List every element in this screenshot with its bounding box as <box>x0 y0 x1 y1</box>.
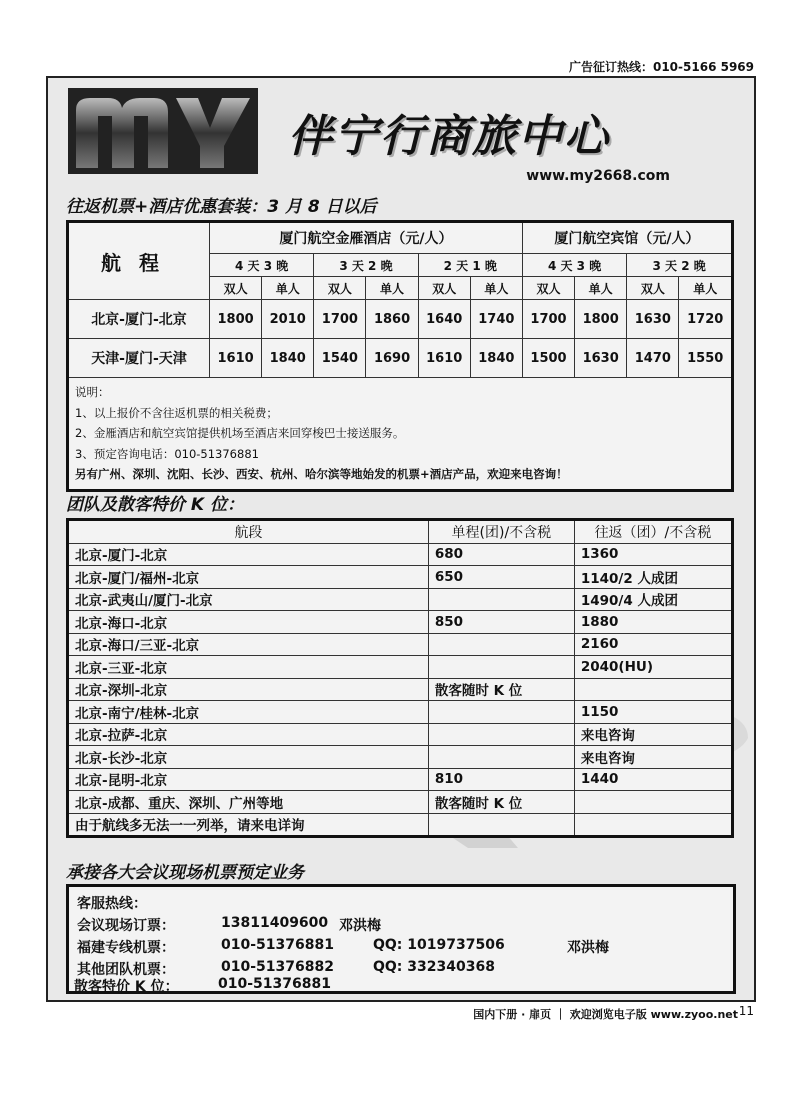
roundtrip-cell <box>574 791 732 814</box>
duration-header: 3 天 2 晚 <box>314 254 418 277</box>
contact-row <box>77 915 717 935</box>
hotel-header-hangkong: 厦门航空宾馆（元/人） <box>522 222 732 254</box>
price-cell: 1610 <box>210 339 262 378</box>
price-cell: 1550 <box>679 339 733 378</box>
website-url[interactable]: www.my2668.com <box>526 168 670 184</box>
occupancy-header: 双人 <box>522 277 574 300</box>
table-row <box>68 633 733 656</box>
occupancy-header: 双人 <box>314 277 366 300</box>
ad-hotline: 广告征订热线：010-5166 5969 <box>568 60 754 74</box>
route-cell: 由于航线多无法一一列举，请来电详询 <box>68 813 429 837</box>
route-cell: 北京-厦门/福州-北京 <box>68 566 429 589</box>
note-line: 说明： <box>75 385 110 399</box>
roundtrip-cell: 2040(HU) <box>574 656 732 679</box>
oneway-cell: 650 <box>428 566 574 589</box>
specials-title: 团队及散客特价 K 位： <box>66 495 245 515</box>
route-cell: 北京-昆明-北京 <box>68 768 429 791</box>
specials-table <box>66 518 734 838</box>
price-cell: 1700 <box>522 300 574 339</box>
table-row <box>68 611 733 634</box>
route-name: 天津-厦门-天津 <box>68 339 210 378</box>
roundtrip-cell <box>574 678 732 701</box>
oneway-cell <box>428 813 574 837</box>
occupancy-header: 单人 <box>262 277 314 300</box>
package-price-table <box>66 220 734 492</box>
contact-label: 其他团队机票： <box>77 962 175 978</box>
occupancy-header: 单人 <box>470 277 522 300</box>
roundtrip-cell: 2160 <box>574 633 732 656</box>
table-row <box>68 813 733 837</box>
route-cell: 北京-武夷山/厦门-北京 <box>68 588 429 611</box>
oneway-cell: 680 <box>428 543 574 566</box>
page-number: 11 <box>738 1004 754 1018</box>
table-row <box>68 543 733 566</box>
package-notes <box>68 378 733 491</box>
price-cell: 1500 <box>522 339 574 378</box>
price-cell: 1800 <box>575 300 627 339</box>
roundtrip-cell: 1880 <box>574 611 732 634</box>
price-cell: 1700 <box>314 300 366 339</box>
my-logo-icon <box>68 88 258 174</box>
oneway-cell: 散客随时 K 位 <box>428 791 574 814</box>
table-row <box>68 791 733 814</box>
contact-qq: QQ: 332340368 <box>373 959 495 975</box>
contact-label: 福建专线机票： <box>77 940 175 956</box>
duration-header: 3 天 2 晚 <box>627 254 733 277</box>
contact-phone[interactable]: 010-51376881 <box>221 937 334 953</box>
route-cell: 北京-成都、重庆、深圳、广州等地 <box>68 791 429 814</box>
footer-text: 国内下册 · 扉页 ｜ 欢迎浏览电子版 www.zyoo.net <box>473 1008 738 1021</box>
route-cell: 北京-深圳-北京 <box>68 678 429 701</box>
table-row <box>68 339 733 378</box>
oneway-cell <box>428 588 574 611</box>
price-cell: 1840 <box>470 339 522 378</box>
occupancy-header: 单人 <box>679 277 733 300</box>
table-row <box>68 678 733 701</box>
price-cell: 1720 <box>679 300 733 339</box>
price-cell: 1540 <box>314 339 366 378</box>
roundtrip-cell: 1150 <box>574 701 732 724</box>
table-row <box>68 566 733 589</box>
hotel-header-jinyan: 厦门航空金雁酒店（元/人） <box>210 222 523 254</box>
oneway-cell <box>428 656 574 679</box>
route-cell: 北京-长沙-北京 <box>68 746 429 769</box>
price-cell: 1610 <box>418 339 470 378</box>
note-line: 另有广州、深圳、沈阳、长沙、西安、杭州、哈尔滨等地始发的机票+酒店产品，欢迎来电咨询！ <box>75 467 568 481</box>
column-header: 往返（团）/不含税 <box>574 520 732 544</box>
occupancy-header: 单人 <box>575 277 627 300</box>
occupancy-header: 双人 <box>210 277 262 300</box>
price-cell: 1470 <box>627 339 679 378</box>
price-cell: 1640 <box>418 300 470 339</box>
contact-label: 会议现场订票： <box>77 918 175 934</box>
oneway-cell: 850 <box>428 611 574 634</box>
roundtrip-cell: 1490/4 人成团 <box>574 588 732 611</box>
roundtrip-cell: 来电咨询 <box>574 746 732 769</box>
note-line: 2、金雁酒店和航空宾馆提供机场至酒店来回穿梭巴士接送服务。 <box>75 426 405 440</box>
table-row <box>68 768 733 791</box>
price-cell: 1630 <box>575 339 627 378</box>
oneway-cell <box>428 701 574 724</box>
contact-phone[interactable]: 13811409600 <box>221 915 329 931</box>
contact-row <box>77 937 717 957</box>
route-header: 航程 <box>68 222 210 300</box>
contact-title: 承接各大会议现场机票预定业务 <box>66 863 304 883</box>
advert-frame <box>46 76 756 1002</box>
contact-person: 邓洪梅 <box>339 918 381 934</box>
route-cell: 北京-海口/三亚-北京 <box>68 633 429 656</box>
price-cell: 1690 <box>366 339 418 378</box>
duration-header: 4 天 3 晚 <box>522 254 626 277</box>
table-row <box>68 588 733 611</box>
price-cell: 1630 <box>627 300 679 339</box>
table-row <box>68 723 733 746</box>
note-line: 1、以上报价不含往返机票的相关税费； <box>75 405 278 420</box>
note-line: 3、预定咨询电话：010-51376881 <box>75 446 259 461</box>
contact-person: 邓洪梅 <box>567 940 609 956</box>
brand-name: 伴宁行商旅中心 <box>288 111 610 162</box>
table-row <box>68 746 733 769</box>
price-cell: 2010 <box>262 300 314 339</box>
table-row <box>68 701 733 724</box>
hotline-label: 客服热线： <box>77 896 147 912</box>
roundtrip-cell: 来电咨询 <box>574 723 732 746</box>
contact-label: 散客特价 K 位： <box>74 979 179 995</box>
contact-phone[interactable]: 010-51376881 <box>218 976 331 992</box>
price-cell: 1800 <box>210 300 262 339</box>
oneway-cell <box>428 723 574 746</box>
price-cell: 1840 <box>262 339 314 378</box>
oneway-cell <box>428 746 574 769</box>
contact-phone[interactable]: 010-51376882 <box>221 959 334 975</box>
table-row <box>68 300 733 339</box>
column-header: 航段 <box>68 520 429 544</box>
table-row <box>68 656 733 679</box>
duration-header: 2 天 1 晚 <box>418 254 522 277</box>
oneway-cell <box>428 633 574 656</box>
column-header: 单程(团)/不含税 <box>428 520 574 544</box>
route-cell: 北京-海口-北京 <box>68 611 429 634</box>
occupancy-header: 双人 <box>418 277 470 300</box>
roundtrip-cell <box>574 813 732 837</box>
contact-row <box>74 976 714 996</box>
route-name: 北京-厦门-北京 <box>68 300 210 339</box>
roundtrip-cell: 1360 <box>574 543 732 566</box>
roundtrip-cell: 1440 <box>574 768 732 791</box>
occupancy-header: 单人 <box>366 277 418 300</box>
oneway-cell: 散客随时 K 位 <box>428 678 574 701</box>
contact-qq: QQ: 1019737506 <box>373 937 505 953</box>
route-cell: 北京-厦门-北京 <box>68 543 429 566</box>
occupancy-header: 双人 <box>627 277 679 300</box>
oneway-cell: 810 <box>428 768 574 791</box>
price-cell: 1740 <box>470 300 522 339</box>
package-title: 往返机票+酒店优惠套装：3 月 8 日以后 <box>66 197 377 217</box>
route-cell: 北京-拉萨-北京 <box>68 723 429 746</box>
roundtrip-cell: 1140/2 人成团 <box>574 566 732 589</box>
route-cell: 北京-南宁/桂林-北京 <box>68 701 429 724</box>
duration-header: 4 天 3 晚 <box>210 254 314 277</box>
route-cell: 北京-三亚-北京 <box>68 656 429 679</box>
price-cell: 1860 <box>366 300 418 339</box>
